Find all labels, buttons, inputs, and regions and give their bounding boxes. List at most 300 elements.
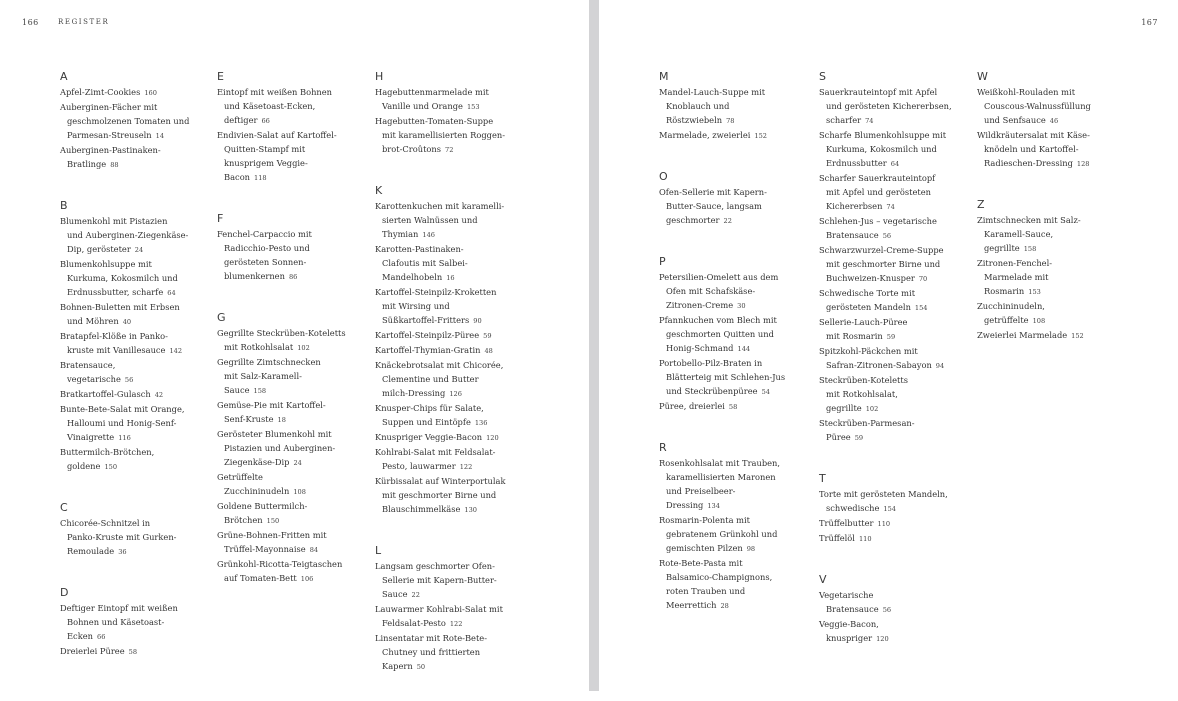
entry-page-number: 74 bbox=[865, 117, 874, 125]
entry-page-number: 130 bbox=[464, 506, 477, 514]
entry-text: gerösteten Sonnen- bbox=[224, 257, 307, 267]
entry-text: Trüffelöl bbox=[819, 533, 855, 543]
entry-text: milch-Dressing bbox=[382, 388, 446, 398]
index-entry bbox=[375, 85, 525, 114]
entry-line bbox=[659, 298, 809, 313]
entry-page-number: 160 bbox=[144, 89, 157, 97]
entry-page-number: 94 bbox=[935, 362, 945, 370]
entry-page-number: 66 bbox=[97, 633, 106, 641]
entry-page-number: 154 bbox=[883, 505, 896, 513]
entry-text: gerösteten Mandeln bbox=[826, 302, 911, 312]
entry-text: Hagebutten-Tomaten-Suppe bbox=[375, 116, 494, 126]
index-entry bbox=[819, 171, 969, 214]
entry-text: Steckrüben-Koteletts bbox=[819, 375, 908, 385]
entry-text: Langsam geschmorter Ofen- bbox=[375, 561, 495, 571]
entry-text: Püree bbox=[826, 432, 851, 442]
index-entry bbox=[60, 516, 210, 559]
entry-page-number: 98 bbox=[746, 545, 756, 553]
entry-line bbox=[217, 326, 367, 340]
index-entry bbox=[659, 85, 809, 128]
entry-text: Rosmarin-Polenta mit bbox=[659, 515, 751, 525]
left-page-number: 166 bbox=[22, 18, 39, 27]
entry-line bbox=[60, 343, 210, 358]
entry-line bbox=[375, 343, 525, 358]
index-entry bbox=[977, 256, 1127, 299]
index-entry bbox=[659, 399, 809, 414]
index-entry bbox=[819, 516, 969, 531]
entry-text: Bratapfel-Klöße in Panko- bbox=[60, 331, 168, 341]
entry-text: Knusper-Chips für Salate, bbox=[375, 403, 484, 413]
section-letter: G bbox=[217, 311, 226, 324]
entry-text: Ziegenkäse-Dip bbox=[224, 457, 290, 467]
index-entry bbox=[819, 373, 969, 416]
entry-text: Weißkohl-Rouladen mit bbox=[977, 87, 1076, 97]
entry-line bbox=[217, 412, 367, 427]
entry-text: Dressing bbox=[666, 500, 704, 510]
entry-text: Sellerie-Lauch-Püree bbox=[819, 317, 908, 327]
entry-text: Rote-Bete-Pasta mit bbox=[659, 558, 743, 568]
entry-page-number: 150 bbox=[266, 517, 280, 525]
entry-text: mit Apfel und gerösteten bbox=[826, 187, 931, 197]
entry-line bbox=[217, 142, 367, 156]
entry-page-number: 153 bbox=[1028, 288, 1041, 296]
entry-text: Gegrillte Steckrüben-Koteletts bbox=[217, 328, 346, 338]
entry-text: Vanille und Orange bbox=[382, 101, 463, 111]
entry-text: Remoulade bbox=[67, 546, 115, 556]
entry-text: mit Salz-Karamell- bbox=[224, 371, 302, 381]
entry-line bbox=[375, 213, 525, 227]
entry-text: Radieschen-Dressing bbox=[984, 158, 1073, 168]
entry-line bbox=[375, 587, 525, 602]
entry-text: gemischten Pilzen bbox=[666, 543, 743, 553]
entry-text: Bratensauce bbox=[826, 230, 879, 240]
index-entry bbox=[60, 85, 210, 100]
book-gutter bbox=[589, 0, 599, 691]
section-letter: V bbox=[819, 573, 827, 586]
entry-line bbox=[375, 401, 525, 415]
entry-line bbox=[819, 315, 969, 329]
entry-text: Zimtschnecken mit Salz- bbox=[977, 215, 1081, 225]
entry-text: karamellisierten Maronen bbox=[666, 472, 776, 482]
index-entry bbox=[659, 313, 809, 356]
entry-page-number: 128 bbox=[1076, 160, 1090, 168]
entry-line bbox=[375, 415, 525, 430]
entry-line bbox=[375, 285, 525, 299]
entry-line bbox=[819, 344, 969, 358]
index-entry bbox=[375, 343, 525, 358]
entry-text: Kurkuma, Kokosmilch und bbox=[67, 273, 178, 283]
entry-text: Thymian bbox=[382, 229, 419, 239]
entry-text: Schwarzwurzel-Creme-Suppe bbox=[819, 245, 944, 255]
index-section bbox=[819, 472, 969, 546]
entry-line bbox=[60, 601, 210, 615]
entry-text: Panko-Kruste mit Gurken- bbox=[67, 532, 177, 542]
index-entry bbox=[60, 257, 210, 300]
index-entry bbox=[819, 531, 969, 546]
entry-page-number: 78 bbox=[726, 117, 735, 125]
entry-text: Erdnussbutter bbox=[826, 158, 887, 168]
entry-line bbox=[659, 113, 809, 128]
entry-text: Ecken bbox=[67, 631, 93, 641]
entry-page-number: 16 bbox=[446, 274, 455, 282]
entry-text: roten Trauben und bbox=[666, 586, 746, 596]
entry-text: Bunte-Bete-Salat mit Orange, bbox=[60, 404, 185, 414]
entry-line bbox=[375, 99, 525, 114]
entry-text: Rosmarin bbox=[984, 286, 1025, 296]
entry-line bbox=[659, 341, 809, 356]
entry-text: knödeln und Kartoffel- bbox=[984, 144, 1079, 154]
entry-line bbox=[60, 114, 210, 128]
index-entry bbox=[375, 559, 525, 602]
entry-line bbox=[375, 488, 525, 502]
entry-line bbox=[819, 271, 969, 286]
entry-page-number: 108 bbox=[1032, 317, 1046, 325]
entry-page-number: 72 bbox=[445, 146, 454, 154]
entry-line bbox=[60, 445, 210, 459]
entry-line bbox=[819, 329, 969, 344]
entry-text: und Senfsauce bbox=[984, 115, 1046, 125]
entry-text: Kichererbsen bbox=[826, 201, 883, 211]
entry-page-number: 110 bbox=[877, 520, 891, 528]
entry-line bbox=[60, 644, 210, 659]
entry-line bbox=[60, 329, 210, 343]
entry-text: Bohnen und Käsetoast- bbox=[67, 617, 165, 627]
entry-text: Sauerkrauteintopf mit Apfel bbox=[819, 87, 938, 97]
section-letter: P bbox=[659, 255, 666, 268]
section-letter: R bbox=[659, 441, 667, 454]
entry-text: Rosenkohlsalat mit Trauben, bbox=[659, 458, 781, 468]
entry-page-number: 42 bbox=[154, 391, 164, 399]
entry-line bbox=[659, 270, 809, 284]
section-letter: Z bbox=[977, 198, 985, 211]
entry-text: goldene bbox=[67, 461, 101, 471]
entry-page-number: 158 bbox=[253, 387, 267, 395]
entry-page-number: 144 bbox=[737, 345, 751, 353]
entry-line bbox=[659, 513, 809, 527]
entry-text: sierten Walnüssen und bbox=[382, 215, 478, 225]
entry-line bbox=[375, 358, 525, 372]
entry-line bbox=[819, 401, 969, 416]
entry-text: Dip, gerösteter bbox=[67, 244, 131, 254]
entry-text: Balsamico-Champignons, bbox=[666, 572, 773, 582]
entry-line bbox=[60, 416, 210, 430]
entry-line bbox=[217, 156, 367, 170]
entry-line bbox=[60, 402, 210, 416]
index-entry bbox=[60, 329, 210, 358]
entry-page-number: 152 bbox=[1071, 332, 1084, 340]
entry-text: Kartoffel-Steinpilz-Püree bbox=[375, 330, 480, 340]
entry-line bbox=[819, 501, 969, 516]
entry-line bbox=[819, 631, 969, 646]
entry-page-number: 110 bbox=[858, 535, 872, 543]
index-column-6 bbox=[977, 70, 1127, 370]
entry-line bbox=[977, 156, 1127, 171]
entry-line bbox=[819, 85, 969, 99]
entry-text: Brötchen bbox=[224, 515, 263, 525]
entry-text: mit Wirsing und bbox=[382, 301, 450, 311]
index-entry bbox=[819, 487, 969, 516]
entry-text: Gegrillte Zimtschnecken bbox=[217, 357, 321, 367]
entry-text: Knäckebrotsalat mit Chicorée, bbox=[375, 360, 504, 370]
entry-text: Erdnussbutter, scharfe bbox=[67, 287, 164, 297]
entry-text: brot-Croûtons bbox=[382, 144, 441, 154]
entry-text: mit Rotkohlsalat bbox=[224, 342, 294, 352]
entry-page-number: 108 bbox=[293, 488, 306, 496]
index-entry bbox=[659, 513, 809, 556]
entry-text: Butter-Sauce, langsam bbox=[666, 201, 762, 211]
entry-line bbox=[60, 157, 210, 172]
entry-line bbox=[977, 213, 1127, 227]
index-entry bbox=[60, 402, 210, 445]
entry-line bbox=[375, 474, 525, 488]
entry-line bbox=[659, 356, 809, 370]
entry-page-number: 30 bbox=[737, 302, 746, 310]
entry-line bbox=[659, 570, 809, 584]
entry-text: Parmesan-Streuseln bbox=[67, 130, 152, 140]
entry-text: Grüne-Bohnen-Fritten mit bbox=[217, 530, 327, 540]
entry-line bbox=[60, 314, 210, 329]
entry-text: Torte mit gerösteten Mandeln, bbox=[819, 489, 948, 499]
entry-line bbox=[659, 399, 809, 414]
index-entry bbox=[819, 416, 969, 445]
entry-page-number: 86 bbox=[288, 273, 298, 281]
entry-line bbox=[217, 340, 367, 355]
entry-text: Mandel-Lauch-Suppe mit bbox=[659, 87, 766, 97]
section-letter: M bbox=[659, 70, 669, 83]
entry-text: Blätterteig mit Schlehen-Jus bbox=[666, 372, 786, 382]
entry-text: Clementine und Butter bbox=[382, 374, 479, 384]
entry-page-number: 59 bbox=[854, 434, 864, 442]
entry-text: Suppen und Eintöpfe bbox=[382, 417, 471, 427]
entry-page-number: 50 bbox=[416, 663, 426, 671]
entry-text: auf Tomaten-Bett bbox=[224, 573, 297, 583]
entry-line bbox=[659, 527, 809, 541]
entry-page-number: 66 bbox=[261, 117, 270, 125]
entry-line bbox=[819, 199, 969, 214]
entry-page-number: 70 bbox=[918, 275, 928, 283]
entry-line bbox=[819, 300, 969, 315]
index-entry bbox=[659, 456, 809, 513]
entry-page-number: 146 bbox=[422, 231, 435, 239]
entry-line bbox=[60, 516, 210, 530]
entry-page-number: 24 bbox=[293, 459, 302, 467]
section-letter: K bbox=[375, 184, 383, 197]
entry-line bbox=[217, 355, 367, 369]
entry-text: und Auberginen-Ziegenkäse- bbox=[67, 230, 189, 240]
entry-line bbox=[819, 516, 969, 531]
section-letter: L bbox=[375, 544, 382, 557]
index-entry bbox=[217, 398, 367, 427]
entry-text: Kartoffel-Steinpilz-Kroketten bbox=[375, 287, 497, 297]
index-entry bbox=[375, 631, 525, 674]
index-entry bbox=[375, 285, 525, 328]
entry-line bbox=[375, 85, 525, 99]
index-column-1 bbox=[60, 70, 210, 686]
entry-line bbox=[375, 559, 525, 573]
index-section bbox=[60, 586, 210, 659]
entry-line bbox=[217, 85, 367, 99]
entry-line bbox=[659, 85, 809, 99]
entry-page-number: 102 bbox=[297, 344, 310, 352]
entry-page-number: 152 bbox=[754, 132, 768, 140]
entry-line bbox=[659, 384, 809, 399]
entry-line bbox=[819, 286, 969, 300]
entry-text: Kohlrabi-Salat mit Feldsalat- bbox=[375, 447, 496, 457]
entry-line bbox=[659, 556, 809, 570]
entry-line bbox=[977, 270, 1127, 284]
entry-text: knuspriger bbox=[826, 633, 873, 643]
entry-text: und Käsetoast-Ecken, bbox=[224, 101, 316, 111]
entry-line bbox=[659, 327, 809, 341]
entry-line bbox=[659, 185, 809, 199]
entry-line bbox=[217, 255, 367, 269]
entry-text: mit Rosmarin bbox=[826, 331, 883, 341]
entry-text: Röstzwiebeln bbox=[666, 115, 723, 125]
entry-text: Meerrettich bbox=[666, 600, 717, 610]
section-letter: C bbox=[60, 501, 68, 514]
index-column-4 bbox=[659, 70, 809, 640]
entry-line bbox=[60, 430, 210, 445]
entry-text: Ofen mit Schafskäse- bbox=[666, 286, 756, 296]
entry-page-number: 14 bbox=[155, 132, 165, 140]
entry-line bbox=[977, 284, 1127, 299]
entry-line bbox=[819, 617, 969, 631]
entry-text: Marmelade mit bbox=[984, 272, 1049, 282]
entry-page-number: 74 bbox=[886, 203, 895, 211]
entry-page-number: 40 bbox=[122, 318, 132, 326]
entry-line bbox=[659, 598, 809, 613]
entry-text: Trüffel-Mayonnaise bbox=[224, 544, 306, 554]
entry-line bbox=[375, 372, 525, 386]
entry-line bbox=[375, 659, 525, 674]
entry-line bbox=[60, 358, 210, 372]
entry-line bbox=[819, 113, 969, 128]
entry-text: getrüffelte bbox=[984, 315, 1029, 325]
entry-text: Schwedische Torte mit bbox=[819, 288, 916, 298]
index-entry bbox=[60, 143, 210, 172]
entry-text: mit Rotkohlsalat, bbox=[826, 389, 898, 399]
entry-text: Süßkartoffel-Fritters bbox=[382, 315, 470, 325]
entry-text: Petersilien-Omelett aus dem bbox=[659, 272, 779, 282]
entry-line bbox=[659, 313, 809, 327]
entry-line bbox=[217, 513, 367, 528]
index-entry bbox=[375, 602, 525, 631]
index-entry bbox=[659, 185, 809, 228]
index-entry bbox=[217, 427, 367, 470]
entry-text: Zucchininudeln, bbox=[977, 301, 1045, 311]
entry-text: Püree, dreierlei bbox=[659, 401, 725, 411]
entry-line bbox=[60, 300, 210, 314]
index-section bbox=[977, 198, 1127, 343]
entry-line bbox=[819, 156, 969, 171]
entry-line bbox=[60, 85, 210, 100]
index-section bbox=[375, 184, 525, 517]
entry-text: geschmorten Quitten und bbox=[666, 329, 774, 339]
entry-line bbox=[60, 257, 210, 271]
entry-text: Scharfer Sauerkrauteintopf bbox=[819, 173, 936, 183]
entry-line bbox=[659, 370, 809, 384]
entry-line bbox=[375, 616, 525, 631]
entry-line bbox=[819, 358, 969, 373]
index-entry bbox=[60, 358, 210, 387]
index-entry bbox=[659, 556, 809, 613]
entry-page-number: 56 bbox=[882, 606, 892, 614]
index-section bbox=[60, 199, 210, 474]
entry-line bbox=[375, 142, 525, 157]
entry-line bbox=[659, 541, 809, 556]
entry-text: Sauce bbox=[382, 589, 408, 599]
entry-text: Senf-Kruste bbox=[224, 414, 274, 424]
entry-line bbox=[60, 242, 210, 257]
entry-line bbox=[659, 284, 809, 298]
entry-line bbox=[375, 299, 525, 313]
entry-line bbox=[977, 99, 1127, 113]
entry-page-number: 56 bbox=[124, 376, 134, 384]
entry-line bbox=[819, 416, 969, 430]
entry-text: Steckrüben-Parmesan- bbox=[819, 418, 915, 428]
entry-text: mit geschmorter Birne und bbox=[382, 490, 497, 500]
index-entry bbox=[217, 128, 367, 185]
entry-text: Dreierlei Püree bbox=[60, 646, 125, 656]
index-entry bbox=[659, 356, 809, 399]
entry-text: Bratkartoffel-Gulasch bbox=[60, 389, 151, 399]
entry-line bbox=[60, 228, 210, 242]
index-section bbox=[60, 70, 210, 172]
entry-line bbox=[819, 588, 969, 602]
section-letter: S bbox=[819, 70, 826, 83]
entry-text: Zweierlei Marmelade bbox=[977, 330, 1068, 340]
entry-line bbox=[375, 645, 525, 659]
entry-text: Kapern bbox=[382, 661, 413, 671]
index-section bbox=[659, 170, 809, 228]
section-letter: A bbox=[60, 70, 68, 83]
entry-text: Radicchio-Pesto und bbox=[224, 243, 310, 253]
entry-page-number: 24 bbox=[134, 246, 144, 254]
index-entry bbox=[375, 199, 525, 242]
entry-line bbox=[60, 100, 210, 114]
entry-line bbox=[60, 372, 210, 387]
index-entry bbox=[819, 128, 969, 171]
entry-line bbox=[217, 383, 367, 398]
entry-page-number: 126 bbox=[449, 390, 462, 398]
index-entry bbox=[217, 499, 367, 528]
entry-text: Blauschimmelkäse bbox=[382, 504, 461, 514]
index-entry bbox=[819, 286, 969, 315]
entry-line bbox=[60, 459, 210, 474]
index-column-3 bbox=[375, 70, 525, 701]
entry-text: Lauwarmer Kohlrabi-Salat mit bbox=[375, 604, 503, 614]
entry-line bbox=[375, 256, 525, 270]
section-letter: W bbox=[977, 70, 988, 83]
entry-line bbox=[217, 227, 367, 241]
entry-text: scharfer bbox=[826, 115, 862, 125]
index-column-2 bbox=[217, 70, 367, 613]
index-entry bbox=[217, 326, 367, 355]
entry-line bbox=[819, 602, 969, 617]
index-entry bbox=[375, 474, 525, 517]
entry-text: Pistazien und Auberginen- bbox=[224, 443, 336, 453]
entry-line bbox=[375, 445, 525, 459]
entry-page-number: 58 bbox=[728, 403, 738, 411]
entry-text: gegrillte bbox=[984, 243, 1020, 253]
entry-line bbox=[375, 270, 525, 285]
index-entry bbox=[375, 328, 525, 343]
entry-line bbox=[819, 185, 969, 199]
entry-page-number: 118 bbox=[254, 174, 267, 182]
entry-line bbox=[217, 427, 367, 441]
entry-text: Karamell-Sauce, bbox=[984, 229, 1054, 239]
index-entry bbox=[60, 601, 210, 644]
